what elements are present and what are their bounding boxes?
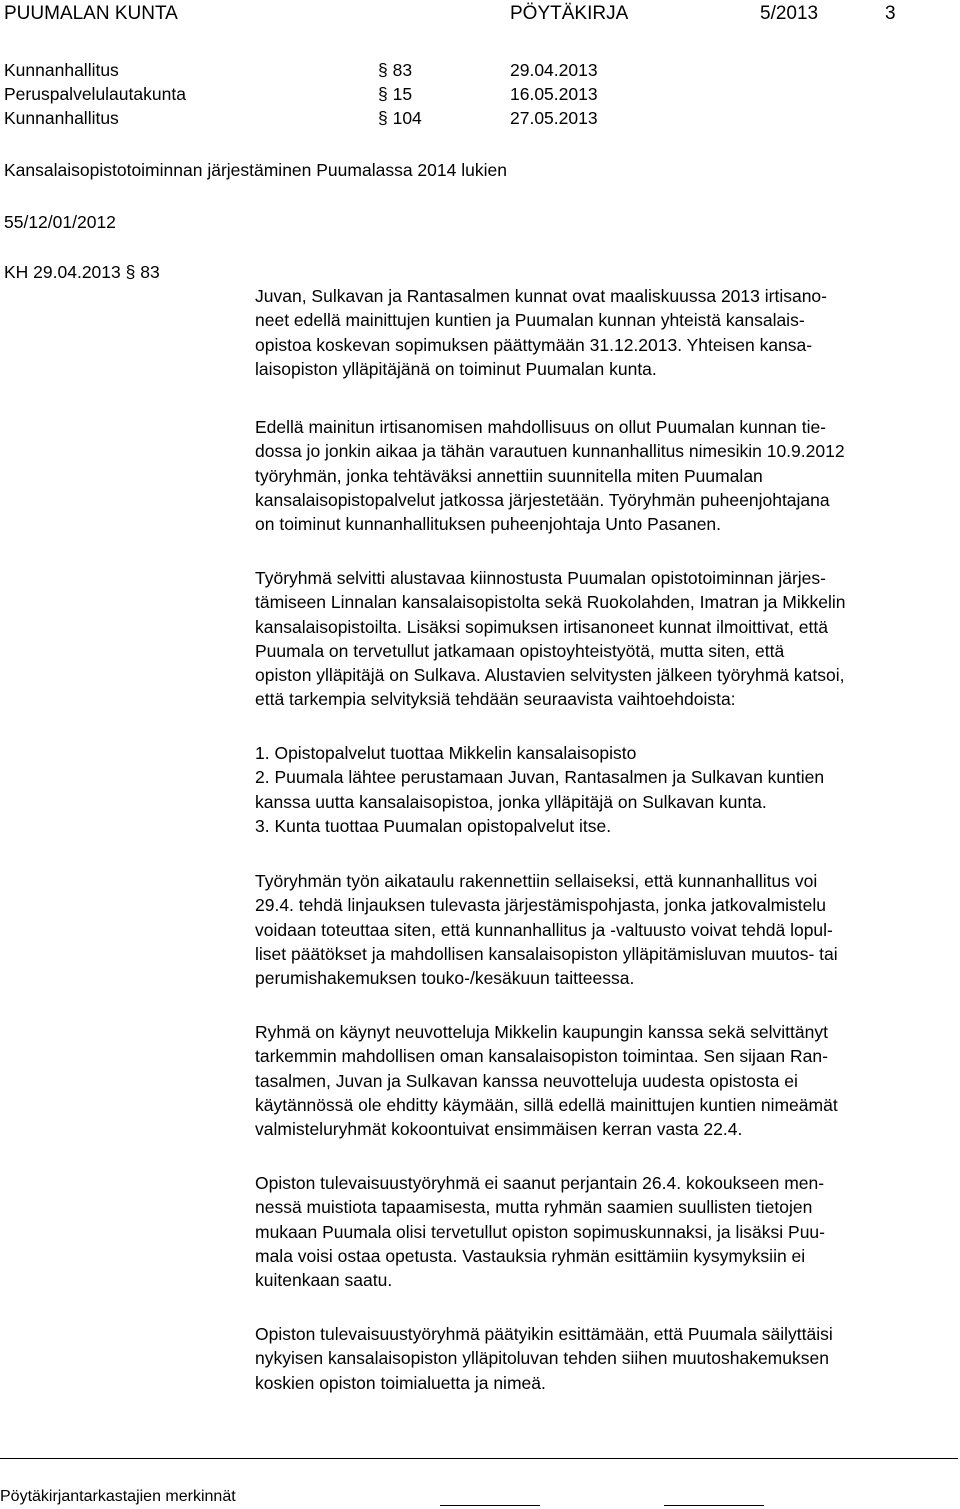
paragraph-line: 29.4. tehdä linjauksen tulevasta järjestämispohjasta, jonka jatkovalmistelu <box>255 895 827 916</box>
footer-divider <box>0 1458 958 1459</box>
paragraph-line: Edellä mainitun irtisanomisen mahdollisuus on ollut Puumalan kunnan tie- <box>255 417 827 437</box>
paragraph-line: mukaan Puumala olisi tervetullut opiston sopimuskunnaksi, ja lisäksi Puu- <box>255 1221 825 1242</box>
paragraph-line: tämiseen Linnalan kansalaisopistolta sekä Ruokolahden, Imatran ja Mikkelin <box>255 592 846 613</box>
paragraph-line: voidaan toteuttaa siten, että kunnanhallitus ja -valtuusto voivat tehdä lopul- <box>255 919 833 940</box>
list-item: 2. Puumala lähtee perustamaan Juvan, Rantasalmen ja Sulkavan kuntien <box>255 767 825 788</box>
document-title: Kansalaisopistotoiminnan järjestäminen Puumalassa 2014 lukien <box>4 160 507 180</box>
paragraph <box>255 415 955 536</box>
footer-label: Pöytäkirjantarkastajien merkinnät <box>0 1488 236 1505</box>
paragraph-line: Työryhmän työn aikataulu rakennettiin sellaiseksi, että kunnanhallitus voi <box>255 871 818 891</box>
paragraph <box>255 1171 955 1292</box>
paragraph-line: Opiston tulevaisuustyöryhmä päätyikin esittämään, että Puumala säilyttäisi <box>255 1324 833 1344</box>
paragraph-line: neet edellä mainittujen kuntien ja Puumalan kunnan yhteistä kansalais- <box>255 310 805 331</box>
paragraph-line: tarkemmin mahdollisen oman kansalaisopiston toimintaa. Sen sijaan Ran- <box>255 1046 828 1067</box>
paragraph <box>255 566 955 712</box>
signature-line <box>664 1505 764 1506</box>
paragraph-line: Työryhmä selvitti alustavaa kiinnostusta Puumalan opistotoiminnan järjes- <box>255 568 826 588</box>
paragraph-line: mala voisi ostaa opetusta. Vastauksia ryhmän esittämiin kysymyksiin ei <box>255 1245 806 1266</box>
options-list <box>255 741 955 838</box>
paragraph <box>255 284 955 381</box>
paragraph-line: että tarkempia selvityksiä tehdään seuraavista vaihtoehdoista: <box>255 689 736 710</box>
paragraph-line: nessä muistiota tapaamisesta, mutta ryhmän saamien suullisten tietojen <box>255 1197 813 1218</box>
paragraph-line: valmisteluryhmät kokoontuivat ensimmäisen kerran vasta 22.4. <box>255 1119 743 1140</box>
paragraph-line: käytännössä ole ehditty käymään, sillä edellä mainittujen kuntien nimeämät <box>255 1094 838 1115</box>
paragraph-line: nykyisen kansalaisopiston ylläpitoluvan tehden siihen muutoshakemuksen <box>255 1348 829 1369</box>
paragraph-line: kansalaisopistoilta. Lisäksi sopimuksen irtisanoneet kunnat ilmoittivat, että <box>255 616 828 637</box>
header-page-number: 3 <box>885 3 896 24</box>
paragraph-line: koskien opiston toimialuetta ja nimeä. <box>255 1372 546 1393</box>
meeting-date: 16.05.2013 <box>510 84 598 104</box>
header-doc-type: PÖYTÄKIRJA <box>510 3 629 24</box>
paragraph-line: tasalmen, Juvan ja Sulkavan kanssa neuvotteluja uudesta opistosta ei <box>255 1070 798 1091</box>
paragraph-line: perumishakemuksen touko-/kesäkuun taitteessa. <box>255 968 635 989</box>
list-item: kanssa uutta kansalaisopistoa, jonka ylläpitäjä on Sulkavan kunta. <box>255 791 767 812</box>
paragraph-line: dossa jo jonkin aikaa ja tähän varautuen kunnanhallitus nimesikin 10.9.2012 <box>255 441 845 462</box>
paragraph-line: opiston ylläpitäjä on Sulkava. Alustavien selvitysten jälkeen työryhmä katsoi, <box>255 665 845 686</box>
meeting-section: § 104 <box>378 108 422 128</box>
diary-number: 55/12/01/2012 <box>4 212 116 232</box>
paragraph-line: liset päätökset ja mahdollisen kansalaisopiston ylläpitämisluvan muutos- tai <box>255 943 838 964</box>
meeting-date: 29.04.2013 <box>510 60 598 80</box>
meeting-body: Kunnanhallitus <box>4 60 119 80</box>
paragraph <box>255 1020 955 1141</box>
paragraph-line: Puumala on tervetullut jatkamaan opistoyhteistyötä, mutta siten, että <box>255 640 785 661</box>
signature-line <box>440 1505 540 1506</box>
kh-reference: KH 29.04.2013 § 83 <box>4 262 160 282</box>
paragraph <box>255 869 955 990</box>
paragraph-line: kansalaisopistopalvelut jatkossa järjestetään. Työryhmän puheenjohtajana <box>255 489 830 510</box>
paragraph <box>255 1322 955 1395</box>
paragraph-line: laisopiston ylläpitäjänä on toiminut Puumalan kunta. <box>255 358 657 379</box>
paragraph-line: Ryhmä on käynyt neuvotteluja Mikkelin kaupungin kanssa sekä selvittänyt <box>255 1022 828 1042</box>
meeting-section: § 83 <box>378 60 413 80</box>
list-item: 1. Opistopalvelut tuottaa Mikkelin kansalaisopisto <box>255 743 637 763</box>
meeting-date: 27.05.2013 <box>510 108 598 128</box>
meeting-body: Kunnanhallitus <box>4 108 119 128</box>
list-item: 3. Kunta tuottaa Puumalan opistopalvelut itse. <box>255 815 612 836</box>
paragraph-line: on toiminut kunnanhallituksen puheenjohtaja Unto Pasanen. <box>255 514 722 535</box>
paragraph-line: Juvan, Sulkavan ja Rantasalmen kunnat ovat maaliskuussa 2013 irtisano- <box>255 286 827 306</box>
paragraph-line: kuitenkaan saatu. <box>255 1270 393 1291</box>
meeting-section: § 15 <box>378 84 413 104</box>
header-org: PUUMALAN KUNTA <box>4 3 178 24</box>
paragraph-line: Opiston tulevaisuustyöryhmä ei saanut perjantain 26.4. kokoukseen men- <box>255 1173 825 1193</box>
paragraph-line: opistoa koskevan sopimuksen päättymään 31.12.2013. Yhteisen kansa- <box>255 334 813 355</box>
header-issue: 5/2013 <box>760 3 819 24</box>
paragraph-line: työryhmän, jonka tehtäväksi annettiin suunnitella miten Puumalan <box>255 465 763 486</box>
meeting-body: Peruspalvelulautakunta <box>4 84 186 104</box>
